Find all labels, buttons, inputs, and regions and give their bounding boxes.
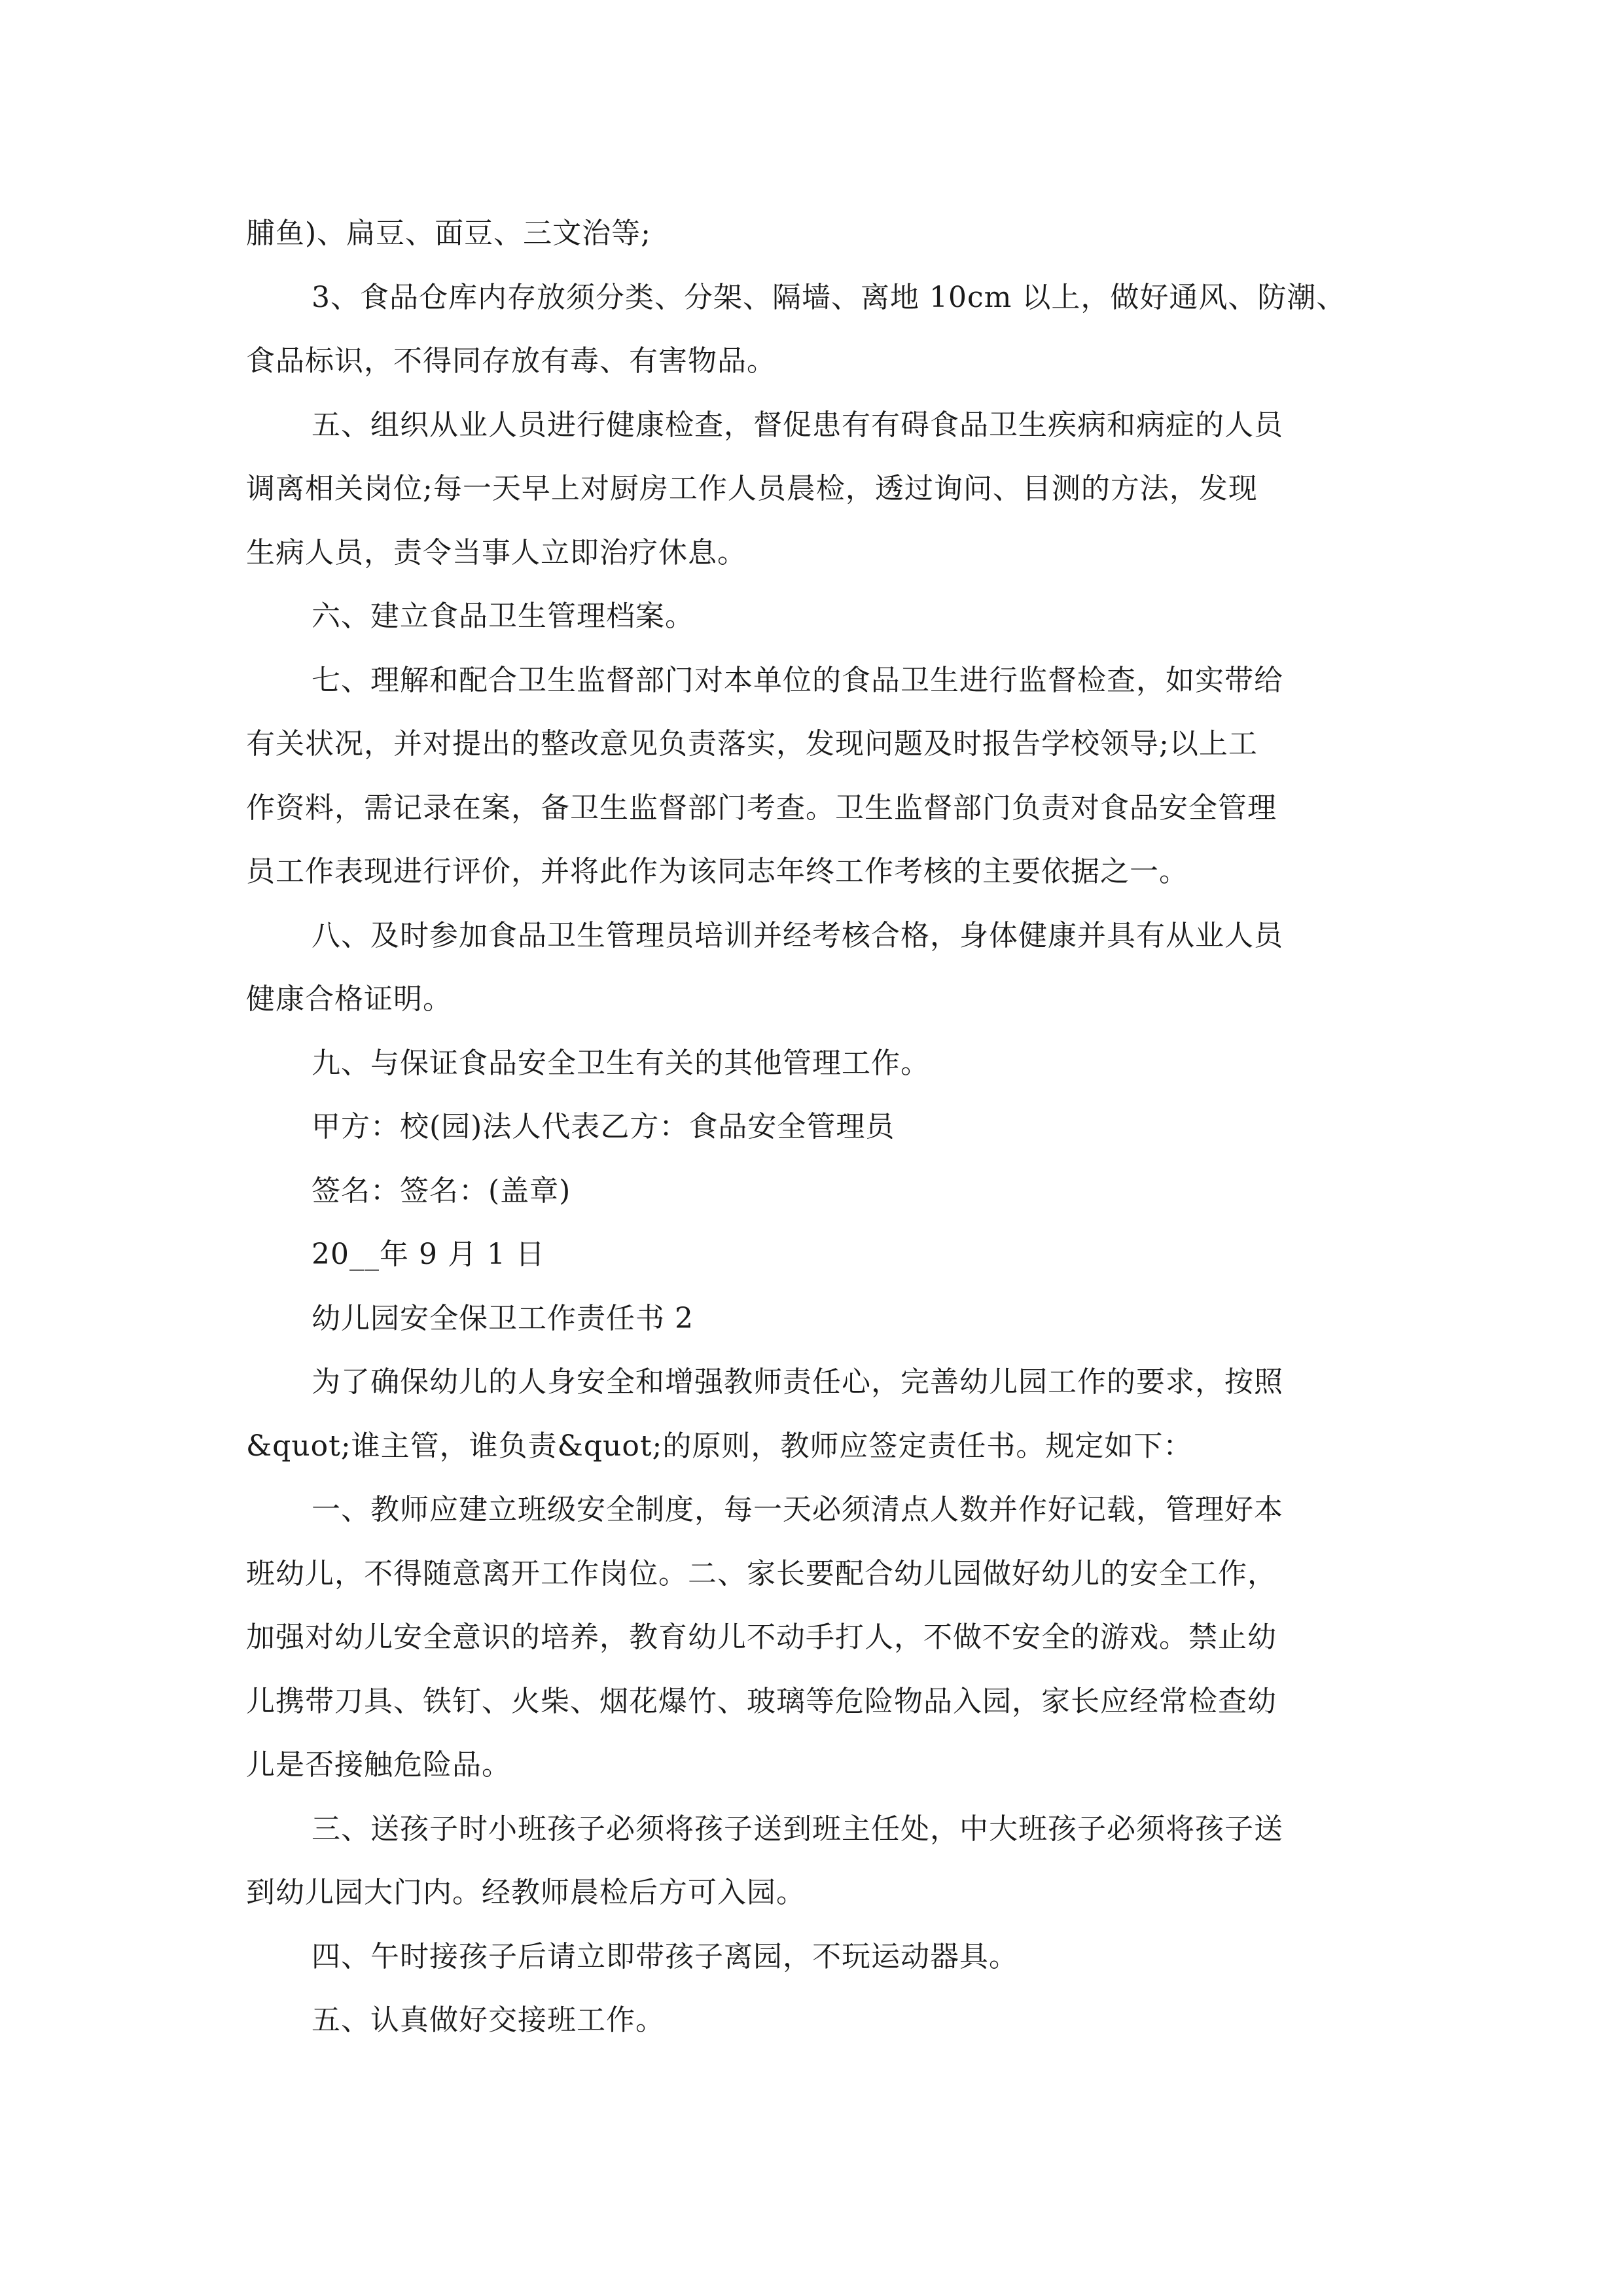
text-line: 调离相关岗位;每一天早上对厨房工作人员晨检，透过询问、目测的方法，发现: [246, 472, 1258, 505]
text-line: 班幼儿，不得随意离开工作岗位。二、家长要配合幼儿园做好幼儿的安全工作，: [246, 1556, 1277, 1590]
text-line: 九、与保证食品安全卫生有关的其他管理工作。: [312, 1046, 930, 1080]
text-line: 为了确保幼儿的人身安全和增强教师责任心，完善幼儿园工作的要求，按照: [312, 1365, 1283, 1399]
text-line: 儿是否接触危险品。: [246, 1748, 511, 1782]
section-title: 幼儿园安全保卫工作责任书 2: [312, 1301, 694, 1335]
text-line: 到幼儿园大门内。经教师晨检后方可入园。: [246, 1876, 806, 1909]
text-line: 六、建立食品卫生管理档案。: [312, 600, 694, 633]
document-date: 20__年 9 月 1 日: [312, 1238, 545, 1271]
text-line: 3、食品仓库内存放须分类、分架、隔墙、离地 10cm 以上，做好通风、防潮、: [312, 280, 1346, 314]
text-line: 员工作表现进行评价，并将此作为该同志年终工作考核的主要依据之一。: [246, 855, 1188, 888]
text-line: 八、及时参加食品卫生管理员培训并经考核合格，身体健康并具有从业人员: [312, 918, 1283, 952]
text-line: 加强对幼儿安全意识的培养，教育幼儿不动手打人，不做不安全的游戏。禁止幼: [246, 1621, 1277, 1654]
text-line: 健康合格证明。: [246, 982, 452, 1016]
signature-parties: 甲方：校(园)法人代表乙方：食品安全管理员: [312, 1110, 895, 1143]
document-body: [246, 202, 1424, 2053]
text-line: 作资料，需记录在案，备卫生监督部门考查。卫生监督部门负责对食品安全管理: [246, 791, 1277, 825]
text-line: 七、理解和配合卫生监督部门对本单位的食品卫生进行监督检查，如实带给: [312, 663, 1283, 697]
text-line: 五、认真做好交接班工作。: [312, 2003, 665, 2037]
text-line: 食品标识，不得同存放有毒、有害物品。: [246, 344, 776, 378]
text-line: 一、教师应建立班级安全制度，每一天必须清点人数并作好记载，管理好本: [312, 1493, 1283, 1526]
text-line: 四、午时接孩子后请立即带孩子离园，不玩运动器具。: [312, 1939, 1018, 1973]
text-line: 三、送孩子时小班孩子必须将孩子送到班主任处，中大班孩子必须将孩子送: [312, 1812, 1283, 1846]
text-line: 有关状况，并对提出的整改意见负责落实，发现问题及时报告学校领导;以上工: [246, 727, 1258, 761]
signature-line: 签名：签名：(盖章): [312, 1174, 571, 1208]
text-line: 五、组织从业人员进行健康检查，督促患有有碍食品卫生疾病和病症的人员: [312, 408, 1283, 442]
text-line: 儿携带刀具、铁钉、火柴、烟花爆竹、玻璃等危险物品入园，家长应经常检查幼: [246, 1684, 1277, 1718]
text-line: &quot;谁主管，谁负责&quot;的原则，教师应签定责任书。规定如下：: [246, 1429, 1193, 1463]
text-line: 生病人员，责令当事人立即治疗休息。: [246, 535, 747, 569]
text-line: 脯鱼)、扁豆、面豆、三文治等;: [246, 217, 651, 250]
